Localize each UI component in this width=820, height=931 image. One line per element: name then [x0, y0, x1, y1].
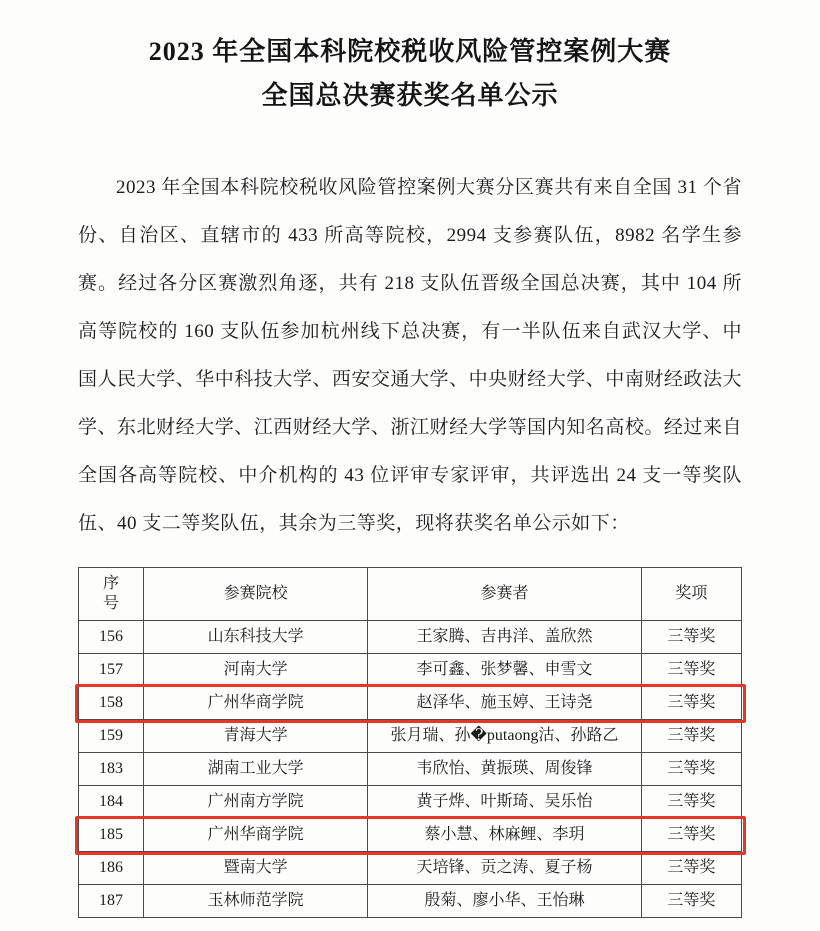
cell-school: 广州华商学院 — [144, 819, 368, 852]
cell-award: 三等奖 — [641, 687, 741, 720]
column-header-sequence — [79, 568, 144, 621]
cell-award: 三等奖 — [641, 720, 741, 753]
table-row — [79, 786, 742, 819]
award-list-table — [78, 567, 742, 918]
cell-school: 玉林师范学院 — [144, 885, 368, 918]
document-body — [78, 164, 742, 548]
cell-school: 山东科技大学 — [144, 621, 368, 654]
cell-sequence: 187 — [79, 885, 144, 918]
cell-sequence: 158 — [79, 687, 144, 720]
cell-school: 河南大学 — [144, 654, 368, 687]
cell-award: 三等奖 — [641, 819, 741, 852]
table-row — [79, 852, 742, 885]
intro-paragraph: 2023 年全国本科院校税收风险管控案例大赛分区赛共有来自全国 31 个省份、自治区、直辖市的 433 所高等院校，2994 支参赛队伍，8982 名学生参赛。经过各分区赛激烈角逐，共有 218 支队伍晋级全国总决赛，其中 104 所高等院校的 160 支队伍参加杭州线下总决赛，有一半队伍来自武汉大学、中国人民大学、华中科技大学、西安交通大学、中央财经大学、中南财经政法大学、东北财经大学、江西财经大学、浙江财经大学等国内知名高校。经过来自全国各高等院校、中介机构的 43 位评审专家评审，共评选出 24 支一等奖队伍、40 支二等奖队伍，其余为三等奖，现将获奖名单公示如下： — [78, 177, 742, 534]
cell-players: 殷菊、廖小华、王怡琳 — [368, 885, 642, 918]
cell-award: 三等奖 — [641, 786, 741, 819]
table-row — [79, 621, 742, 654]
table-row — [79, 819, 742, 852]
table-row — [79, 753, 742, 786]
cell-school: 广州南方学院 — [144, 786, 368, 819]
cell-players: 蔡小慧、林麻鲤、李玥 — [368, 819, 642, 852]
cell-award: 三等奖 — [641, 621, 741, 654]
table-header-row — [79, 568, 742, 621]
cell-sequence: 159 — [79, 720, 144, 753]
cell-sequence: 184 — [79, 786, 144, 819]
column-header-players: 参赛者 — [368, 568, 642, 621]
cell-school: 湖南工业大学 — [144, 753, 368, 786]
cell-sequence: 186 — [79, 852, 144, 885]
cell-school: 暨南大学 — [144, 852, 368, 885]
column-header-sequence-line1: 序 — [103, 575, 120, 592]
title-line-1: 2023 年全国本科院校税收风险管控案例大赛 — [148, 37, 672, 66]
column-header-award: 奖项 — [641, 568, 741, 621]
table-row — [79, 687, 742, 720]
table-header — [79, 568, 742, 621]
table-body — [79, 621, 742, 918]
cell-players: 天培锋、贡之涛、夏子杨 — [368, 852, 642, 885]
table-row — [79, 885, 742, 918]
cell-players: 韦欣怡、黄振瑛、周俊锋 — [368, 753, 642, 786]
cell-school: 广州华商学院 — [144, 687, 368, 720]
cell-award: 三等奖 — [641, 852, 741, 885]
cell-sequence: 157 — [79, 654, 144, 687]
cell-school: 青海大学 — [144, 720, 368, 753]
cell-players: 王家腾、吉冉洋、盖欣然 — [368, 621, 642, 654]
column-header-sequence-line2: 号 — [103, 595, 120, 612]
column-header-school: 参赛院校 — [144, 568, 368, 621]
cell-sequence: 156 — [79, 621, 144, 654]
cell-players: 赵泽华、施玉婷、王诗尧 — [368, 687, 642, 720]
cell-award: 三等奖 — [641, 654, 741, 687]
cell-award: 三等奖 — [641, 885, 741, 918]
table-row — [79, 720, 742, 753]
cell-sequence: 183 — [79, 753, 144, 786]
cell-players: 黄子烨、叶斯琦、吴乐怡 — [368, 786, 642, 819]
cell-sequence: 185 — [79, 819, 144, 852]
cell-award: 三等奖 — [641, 753, 741, 786]
cell-players: 张月瑞、孙�putaong沽、孙路乙 — [368, 720, 642, 753]
table-row — [79, 654, 742, 687]
cell-players: 李可鑫、张梦馨、申雪文 — [368, 654, 642, 687]
title-line-2: 全国总决赛获奖名单公示 — [261, 81, 559, 110]
document-title — [78, 30, 742, 118]
